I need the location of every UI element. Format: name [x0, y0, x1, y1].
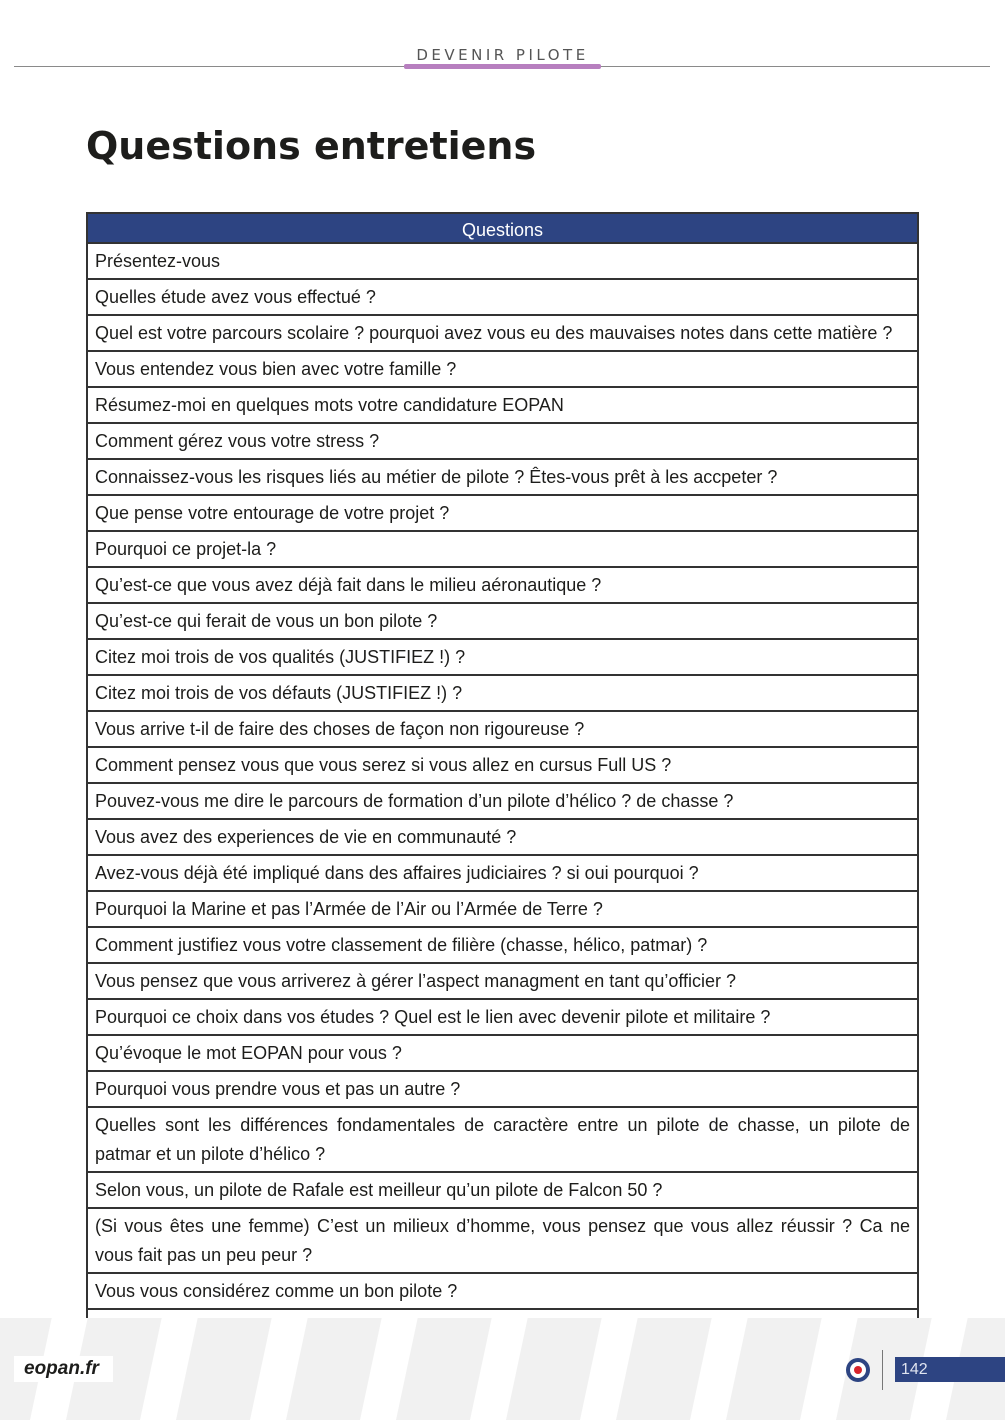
question-cell: Vous avez des experiences de vie en communauté ?: [87, 819, 918, 855]
table-row: [87, 891, 918, 927]
table-row: [87, 819, 918, 855]
footer-stripe: [354, 1318, 422, 1420]
table-row: [87, 423, 918, 459]
table-row: [87, 459, 918, 495]
question-cell: Avez-vous déjà été impliqué dans des affaires judiciaires ? si oui pourquoi ?: [87, 855, 918, 891]
table-row: [87, 1107, 918, 1172]
footer-stripe: [574, 1318, 642, 1420]
table-row: [87, 1071, 918, 1107]
table-row: [87, 315, 918, 351]
table-row: [87, 747, 918, 783]
question-cell: Pouvez-vous me dire le parcours de formation d’un pilote d’hélico ? de chasse ?: [87, 783, 918, 819]
question-cell: Connaissez-vous les risques liés au métier de pilote ? Êtes-vous prêt à les accpeter ?: [87, 459, 918, 495]
question-cell: Présentez-vous: [87, 243, 918, 279]
table-row: [87, 567, 918, 603]
question-cell: Citez moi trois de vos qualités (JUSTIFIEZ !) ?: [87, 639, 918, 675]
question-cell: (Si vous êtes une femme) C’est un milieux d’homme, vous pensez que vous allez réussir ? Ca ne vous fait pas un peu peur ?: [87, 1208, 918, 1273]
table-header-questions: Questions: [87, 213, 918, 243]
footer-divider: [882, 1350, 883, 1390]
footer-stripe: [684, 1318, 752, 1420]
header-accent-bar: [404, 64, 601, 69]
question-cell: Comment gérez vous votre stress ?: [87, 423, 918, 459]
question-cell: Quelles étude avez vous effectué ?: [87, 279, 918, 315]
table-row: [87, 531, 918, 567]
table-row: [87, 675, 918, 711]
table-header-row: [87, 213, 918, 243]
table-row: [87, 855, 918, 891]
question-cell: Qu’est-ce que vous avez déjà fait dans le milieu aéronautique ?: [87, 567, 918, 603]
table-row: [87, 999, 918, 1035]
table-row: [87, 279, 918, 315]
footer-stripe: [244, 1318, 312, 1420]
question-cell: Pourquoi la Marine et pas l’Armée de l’Air ou l’Armée de Terre ?: [87, 891, 918, 927]
table-row: [87, 495, 918, 531]
question-cell: Pourquoi ce projet-la ?: [87, 531, 918, 567]
table-row: [87, 1172, 918, 1208]
question-cell: Pourquoi ce choix dans vos études ? Quel est le lien avec devenir pilote et militaire ?: [87, 999, 918, 1035]
question-cell: Comment justifiez vous votre classement de filière (chasse, hélico, patmar) ?: [87, 927, 918, 963]
table-row: [87, 963, 918, 999]
question-cell: Vous arrive t-il de faire des choses de façon non rigoureuse ?: [87, 711, 918, 747]
question-cell: Selon vous, un pilote de Rafale est meilleur qu’un pilote de Falcon 50 ?: [87, 1172, 918, 1208]
question-cell: Quelles sont les différences fondamentales de caractère entre un pilote de chasse, un pilote de patmar et un pilote d’hélico ?: [87, 1107, 918, 1172]
questions-table: [86, 212, 919, 1418]
question-cell: Comment pensez vous que vous serez si vous allez en cursus Full US ?: [87, 747, 918, 783]
page-title: Questions entretiens: [86, 124, 537, 168]
footer-stripe: [134, 1318, 202, 1420]
question-cell: Quel est votre parcours scolaire ? pourquoi avez vous eu des mauvaises notes dans cette matière ?: [87, 315, 918, 351]
question-cell: Qu’est-ce qui ferait de vous un bon pilote ?: [87, 603, 918, 639]
table-row: [87, 1208, 918, 1273]
table-row: [87, 243, 918, 279]
table-row: [87, 639, 918, 675]
table-row: [87, 1273, 918, 1309]
table-row: [87, 603, 918, 639]
footer-website-link[interactable]: eopan.fr: [14, 1356, 113, 1382]
table-row: [87, 927, 918, 963]
header-section-title: DEVENIR PILOTE: [416, 46, 589, 64]
page-number: 142: [895, 1357, 1005, 1382]
question-cell: Vous vous considérez comme un bon pilote ?: [87, 1273, 918, 1309]
question-cell: Citez moi trois de vos défauts (JUSTIFIEZ !) ?: [87, 675, 918, 711]
question-cell: Résumez-moi en quelques mots votre candidature EOPAN: [87, 387, 918, 423]
table-row: [87, 711, 918, 747]
roundel-icon: [846, 1358, 870, 1382]
question-cell: Pourquoi vous prendre vous et pas un autre ?: [87, 1071, 918, 1107]
table-row: [87, 351, 918, 387]
table-row: [87, 783, 918, 819]
table-row: [87, 387, 918, 423]
question-cell: Vous entendez vous bien avec votre famille ?: [87, 351, 918, 387]
question-cell: Vous pensez que vous arriverez à gérer l’aspect managment en tant qu’officier ?: [87, 963, 918, 999]
question-cell: Qu’évoque le mot EOPAN pour vous ?: [87, 1035, 918, 1071]
roundel-icon-center: [854, 1366, 862, 1374]
footer-stripe: [464, 1318, 532, 1420]
table-row: [87, 1035, 918, 1071]
question-cell: Que pense votre entourage de votre projet ?: [87, 495, 918, 531]
